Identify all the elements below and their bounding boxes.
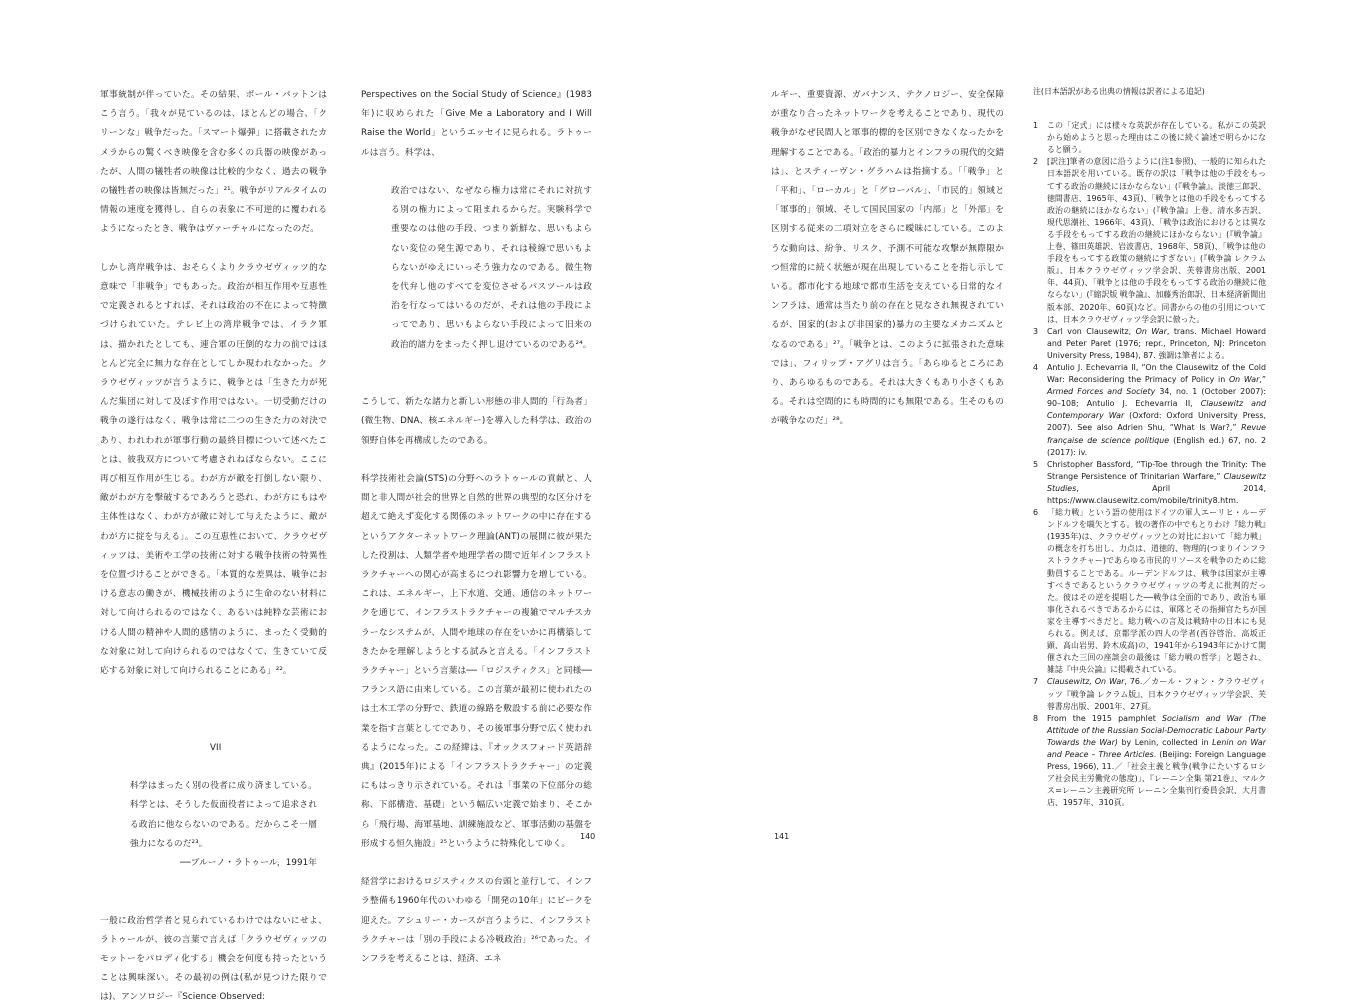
endnote-text: Christopher Bassford, “Tip-Toe through the Trinity: The Strange Persistence of Trinitarian Warfare,” Clausewitz Studies, April 2014, https://www.clausewitz.com/mobile/trinity8.htm. — [1047, 459, 1266, 505]
endnote-text: Antulio J. Echevarria II, “On the Clausewitz of the Cold War: Reconsidering the Primacy of Policy in On War,” Armed Forces and Society 34, no. 1 (October 2007): 90–108; Antulio J. Echevarria II, Clausewitz and Contemporary War (Oxford: Oxford University Press, 2007). See also Adrien Shu, “What Is War?,” Revue française de science politique (English ed.) 67, no. 2 (2017): iv. — [1047, 362, 1266, 457]
body-paragraph: 科学技術社会論(STS)の分野へのラトゥールの貢献と、人間と非人間が社会的世界と自然的世界の典型的な区分けを超えて絶えず変化する関係のネットワークの中に存在するというアクターネットワーク理論(ANT)の展開に彼が果たした役割は、人類学者や地理学者の間で近年インフラストラクチャーへの関心が高まるにつれ影響力を増している。これは、エネルギー、上下水道、交通、通信のネットワークを通じて、インフラストラクチャーの複雑でマルチスカラーなシステムが、人間や地球の存在をいかに再構築してきたかを理解しようとする試みと言える。「インフラストラクチャー」という言葉は──「ロジスティクス」と同様──フランス語に由来している。この言葉が最初に使われたのは土木工学の分野で、鉄道の線路を敷設する前に必要な作業を指す言葉としてであり、その後軍事分野で広く使われるようになった。この経緯は、『オックスフォード英語辞典』(2015年)による「インフラストラクチャー」の定義にもはっきり示されている。それは「事業の下位部分の総称、下部構造、基礎」という幅広い定義で始まり、そこから「飛行場、海軍基地、訓練施設など、軍事活動の基盤を形成する恒久施設」²⁵というように特殊化してゆく。 — [361, 474, 592, 849]
endnote-number: 7 — [1033, 677, 1039, 687]
endnote-4 — [1033, 362, 1266, 459]
block-quote: 政治ではない、なぜなら権力は常にそれに対抗する別の権力によって阻まれるからだ。実験科学で重要なのは他の手段、つまり新鮮な、思いもよらない変位の発生源であり、それは稜線で思いもよらないがゆえにいっそう強力なのである。微生物を代弁し他のすべてを変位させるパスツールは政治を行なってはいるのだが、それは他の手段によってであり、思いもよらない手段によって旧来の政治的諸力をまったく押し退けているのである²⁴。 — [391, 186, 592, 350]
epigraph-text: 科学はまったく別の役者に成り済ましている。科学とは、そうした仮面役者によって追求される政治に他ならないのである。だからこそ一層強力になるのだ²³。 — [130, 781, 317, 849]
endnotes — [1033, 86, 1266, 809]
endnote-7 — [1033, 676, 1266, 712]
endnote-text: From the 1915 pamphlet Socialism and War (The Attitude of the Russian Social-Democratic Labour Party Towards the War) by Lenin, collected in Lenin on War and Peace – Three Articles. (Beijing: Foreign Language Press, 1966), 11.／「社会主義と戦争(戦争にたいするロシア社会民主労働党の態度)」、『レーニン全集 第21巻』、マルクス=レーニン主義研究所 レーニン全集刊行委員会訳、大月書店、1957年、310頁。 — [1047, 713, 1266, 808]
endnote-number: 8 — [1033, 713, 1039, 723]
endnote-text: Carl von Clausewitz, On War, trans. Michael Howard and Peter Paret (1976; repr., Princeton, NJ: Princeton University Press, 1984), 87. 強調は筆者による。 — [1047, 326, 1266, 360]
body-paragraph: 軍事統制が伴っていた。その結果、ボール・パットンはこう言う。「我々が見ているのは、ほとんどの場合、「クリーンな」戦争だった。「スマート爆弾」に搭載されたカメラからの驚くべき映像を含む多くの兵器の映像があったが、人間の犠牲者の映像は比較的少なく、過去の戦争の犠牲者の映像は皆無だった」²¹。戦争がリアルタイムの情報の速度を獲得し、自らの表象に不可逆的に覆われるようになったとき、戦争はヴァーチャルになったのだ。 — [100, 90, 327, 235]
epigraph-attribution: ──ブルーノ・ラトゥール，1991年 — [179, 858, 317, 869]
endnote-3 — [1033, 326, 1266, 362]
endnote-text: この「定式」には様々な英訳が存在している。私がこの英訳から始めようと思った理由はこの後に続く論述で明らかになると願う。 — [1047, 121, 1266, 155]
page-number: 140 — [580, 832, 596, 841]
section-number: VII — [210, 742, 222, 753]
left-column-2 — [361, 86, 592, 969]
endnote-text: [訳注]筆者の意図に沿うように(注1参照)、一般的に知られた日本語訳を用いている。既存の訳は「戦争は他の手段をもってする政治の継続にほかならない」(『戦争論』、淡徳三郎訳、徳間書店、1965年、43頁)、「戦争とは他の手段をもってする政治の継続にほかならない」(『戦争論』上巻、清水多吉訳、現代思潮社、1966年、43頁)、「戦争は政治におけるとは異なる手段をもってする政治の継続にほかならない」(『戦争論』上巻、篠田英雄訳、岩波書店、1968年、58頁)、「戦争は他の手段をもってする政策の継続にすぎない」(『戦争論 レクラム版』、日本クラウゼヴィッツ学会訳、芙蓉書房出版、2001年、44頁)、「戦争とは他の手段をもってする政治の継続に他ならない」(『縮訳版 戦争論』、加藤秀治郎訳、日本経済新聞出版本部、2020年、60頁)など。同書からの他の引用については、日本クラウゼヴィッツ学会訳に倣った。 — [1047, 157, 1266, 324]
endnote-number: 4 — [1033, 362, 1039, 372]
body-paragraph: こうして、新たな諸力と新しい形態の非人間的「行為者」(微生物、DNA、核エネルギー)を導入した科学は、政治の領野自体を再構成したのである。 — [361, 397, 592, 446]
left-page — [0, 0, 683, 1003]
right-column-1 — [771, 86, 1004, 432]
body-paragraph: 一般に政治哲学者と見られているわけではないにせよ、ラトゥールが、彼の言葉で言えば「クラウゼヴィッツのモットーをパロディ化する」機会を何度も持ったということは興味深い。その最初の例は(私が見つけた限りでは)、アンソロジー『Science Observed: — [100, 915, 327, 1003]
body-paragraph: 経営学におけるロジスティクスの台頭と並行して、インフラ整備も1960年代のいわゆる「開発の10年」にピークを迎えた。アシュリー・カースが言うように、インフラストラクチャーは「別の手段による冷戦政治」²⁶であった。インフラを考えることは、経済、エネ — [361, 877, 592, 965]
endnote-number: 3 — [1033, 326, 1039, 336]
epigraph — [100, 777, 327, 873]
endnote-number: 5 — [1033, 459, 1039, 469]
notes-heading: 注(日本語訳がある出典の情報は訳者による追記) — [1033, 87, 1205, 96]
endnote-8 — [1033, 713, 1266, 810]
body-paragraph: しかし湾岸戦争は、おそらくよりクラウゼヴィッツ的な意味で「非戦争」でもあった。政治が相互作用や互恵性で定義されるとすれば、それは政治の不在によって特徴づけられていた。テレビ上の湾岸戦争では、イラク軍は、描かれたとしても、連合軍の圧倒的な力の前ではほとんど完全に無力な存在としてしか現われなかった。クラウゼヴィッツが言うように、戦争とは「生きた力が死んだ集団に対して及ぼす作用ではない。一切受動だけの戦争の遂行はなく、戦争は常に二つの生きた力の対決であり、われわれが軍事行動の最終目標について述べたことは、彼我双方について考慮されねばならない。ここに再び相互作用が生じる。わが方が敵を打倒しない限り、敵がわが方を撃破するであろうと恐れ、わが方にもはや主体性はなく、わが方が敵に対して与えたように、敵がわが方に掟を与える」。この互恵性において、クラウゼヴィッツは、美術や工学の技術に対する戦争技術の特異性を位置づけることができる。「本質的な差異は、戦争における意志の働きが、機械技術のように生命のない材料に対して向けられるのではなく、あるいは純粋な芸術における人間の精神や人間的感情のように、まったく受動的な対象に対して向けられるのではなくて、生きていて反応する対象に対して向けられることにある」²²。 — [100, 262, 327, 677]
endnote-number: 2 — [1033, 157, 1039, 167]
endnote-2 — [1033, 156, 1266, 325]
endnote-text: Clausewitz, On War, 76.／カール・フォン・クラウゼヴィッツ『戦争論 レクラム版』、日本クラウゼヴィッツ学会訳、芙蓉書房出版、2001年、27頁。 — [1047, 677, 1266, 711]
endnote-text: 「総力戦」という語の使用はドイツの軍人エーリヒ・ルーデンドルフを嚆矢とする。彼の著作の中でもとりわけ『総力戦』(1935年)は、クラウゼヴィッツとの対比において「総力戦」の概念を打ち出し、力点は、道徳的、物理的(つまりインフラストラクチャー)であらゆる市民的リソースを戦争のために総動員することである。ルーデンドルフは、戦争は国家が主導すべきであるというクラウゼヴィッツの考えに批判的だった。彼はその逆を提唱した──戦争は全面的であり、政治も軍事化されるべきであるからには、軍隊とその指揮官たちが国家を主導すべきだと。総力戦への言及は戦時中の日本にも見られる。例えば、京都学派の四人の学者(西谷啓治、高坂正顕、高山岩男、鈴木成高)の、1941年から1943年にかけて開催された三回の座談会の最後は「総力戦の哲学」と題され、雑誌『中央公論』に掲載されている。 — [1047, 508, 1266, 675]
endnote-5 — [1033, 459, 1266, 507]
body-paragraph: ルギー、重要資源、ガバナンス、テクノロジー、安全保障が重なり合ったネットワークを考えることであり、現代の戦争がなぜ民間人と軍事的標的を区別できなくなったかを理解することである。「政治的暴力とインフラの現代的交錯は」、とスティーヴン・グラハムは指摘する。「「戦争」と「平和」、「ローカル」と「グローバル」、「市民的」領域と「軍事的」領域、そして国民国家の「内部」と「外部」を区別する従来の二項対立をさらに曖昧にしている。このような動向は、紛争、リスク、予測不可能な攻撃が無際限かつ恒常的に続く状態が現在出現していることを指し示している。都市化する地球で都市生活を支えている日常的なインフラは、通常は当たり前の存在と見なされ無視されているが、国家的(および非国家的)暴力の主要なメカニズムとなるのである」²⁷。「戦争とは、このように拡張された意味では」、フィリップ・アグリは言う。「あらゆるところにあり、あらゆるものである。それは大きくもあり小さくもある。それは空間的にも時間的にも無限である。生そのものが戦争なのだ」²⁸。 — [771, 90, 1004, 427]
left-column-1 — [100, 86, 327, 1008]
right-page — [683, 0, 1366, 876]
body-paragraph: Perspectives on the Social Study of Science』(1983年)に収められた「Give Me a Laboratory and I Will Raise the World」というエッセイに見られる。ラトゥールは言う。科学は、 — [361, 90, 592, 158]
endnote-number: 1 — [1033, 121, 1039, 131]
endnote-1 — [1033, 120, 1266, 156]
endnote-number: 6 — [1033, 508, 1039, 518]
page-number: 141 — [774, 832, 790, 841]
notes-list — [1033, 120, 1266, 809]
endnote-6 — [1033, 507, 1266, 676]
